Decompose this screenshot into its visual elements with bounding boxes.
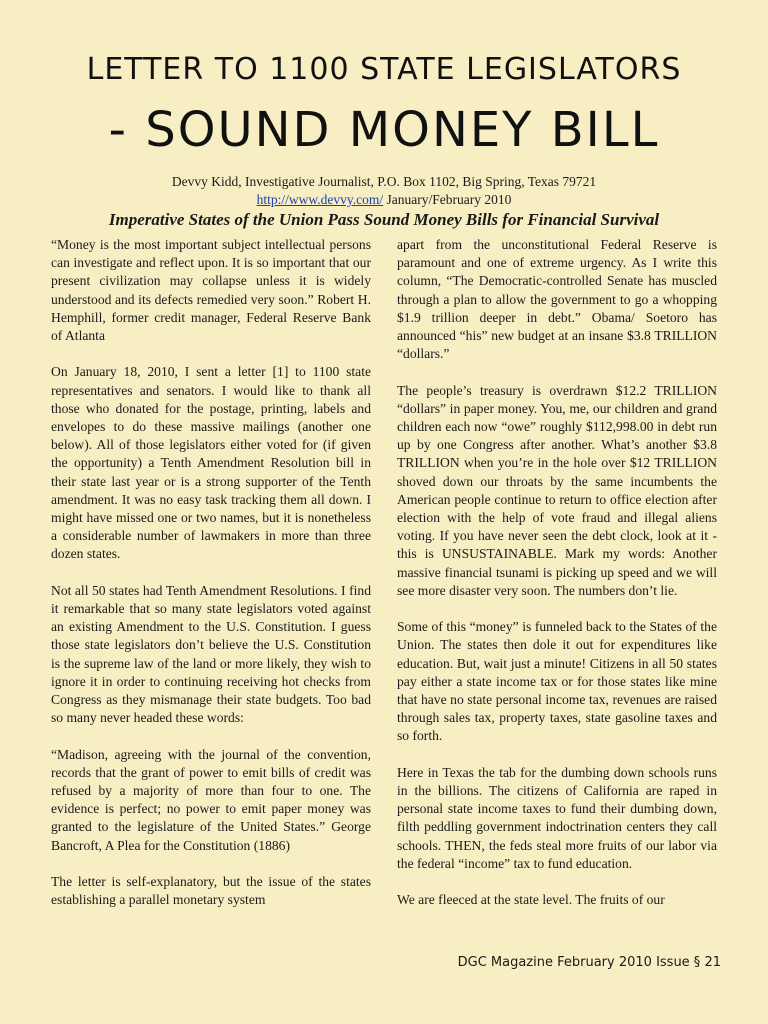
- title-line-2: - SOUND MONEY BILL: [108, 102, 660, 158]
- paragraph: Here in Texas the tab for the dumbing down schools runs in the billions. The citizens of California are raped in personal state income taxes to fund their dumbing down, filth peddling government indoctrination centers they call schools. THEN, the feds steal more fruits of our labor via the federal “income” tax to fund education.: [397, 764, 717, 871]
- right-column: [397, 236, 717, 928]
- paragraph: The people’s treasury is overdrawn $12.2 TRILLION “dollars” in paper money. You, me, our children and grand children each now “owe” roughly $112,998.00 in debt run up by one Congress after another. What’s another $3.8 TRILLION when you’re in the hole over $12 TRILLION shoved down our throats by the same incumbents the American people continue to return to office election after election with the help of vote fraud and illegal aliens voting. If you have never seen the debt clock, look at it - this is UNSUSTAINABLE. Mark my words: Another massive financial tsunami is picking up speed and we will see more disaster very soon. The numbers don’t lie.: [397, 382, 717, 598]
- article-subtitle: Imperative States of the Union Pass Sound Money Bills for Financial Survival: [108, 210, 660, 229]
- paragraph: apart from the unconstitutional Federal Reserve is paramount and one of extreme urgency. As I write this column, “The Democratic-controlled Senate has muscled through a plan to allow the government to go a whopping $1.9 trillion deeper in debt.” Obama/ Soetoro has announced “his” new budget at an insane $3.8 TRILLION “dollars.”: [397, 237, 717, 362]
- paragraph: The letter is self-explanatory, but the issue of the states establishing a parallel monetary system: [51, 874, 371, 908]
- paragraph: We are fleeced at the state level. The fruits of our: [397, 892, 665, 908]
- title-line-1: LETTER TO 1100 STATE LEGISLATORS: [86, 52, 682, 87]
- issue-date: January/February 2010: [383, 192, 512, 207]
- paragraph: “Madison, agreeing with the journal of the convention, records that the grant of power to emit bills of credit was refused by a majority of more than four to one. The evidence is perfect; no power to emit paper money was granted to the legislature of the United States.” George Bancroft, A Plea for the Constitution (1886): [51, 746, 371, 853]
- page-footer: DGC Magazine February 2010 Issue § 21: [457, 955, 721, 970]
- paragraph: On January 18, 2010, I sent a letter [1] to 1100 state representatives and senators. I would like to thank all those who donated for the postage, printing, labels and envelopes to do these massive mailings (another one below). All of those legislators either voted for (if given the opportunity) a Tenth Amendment Resolution bill in their state last year or is a strong supporter of the Tenth amendment. It was no easy task tracking them all down. I might have missed one or two names, but it is nonetheless a considerable number of lawmakers in more than three dozen states.: [51, 364, 371, 562]
- website-link[interactable]: http://www.devvy.com/: [256, 192, 384, 207]
- byline: Devvy Kidd, Investigative Journalist, P.O. Box 1102, Big Spring, Texas 79721: [171, 174, 597, 189]
- paragraph: Not all 50 states had Tenth Amendment Resolutions. I find it remarkable that so many state legislators voted against an existing Amendment to the U.S. Constitution. I guess those state legislators don’t believe the U.S. Constitution is the supreme law of the land or more likely, they wish to ignore it in order to continuing receiving hot checks from Congress as they mismanage their state budgets. Too bad so many never headed these words:: [51, 582, 371, 726]
- left-column: [51, 236, 371, 928]
- paragraph: Some of this “money” is funneled back to the States of the Union. The states then dole it out for expenditures like education. But, wait just a minute! Citizens in all 50 states pay either a state income tax or for those states like mine that have no state personal income tax, revenues are raised through sales tax, property taxes, state gasoline taxes and so forth.: [397, 619, 717, 744]
- dateline: [0, 192, 768, 208]
- paragraph: “Money is the most important subject intellectual persons can investigate and reflect upon. It is so important that our present civilization may collapse unless it is widely understood and its defects remedied very soon.” Robert H. Hemphill, former credit manager, Federal Reserve Bank of Atlanta: [51, 237, 371, 344]
